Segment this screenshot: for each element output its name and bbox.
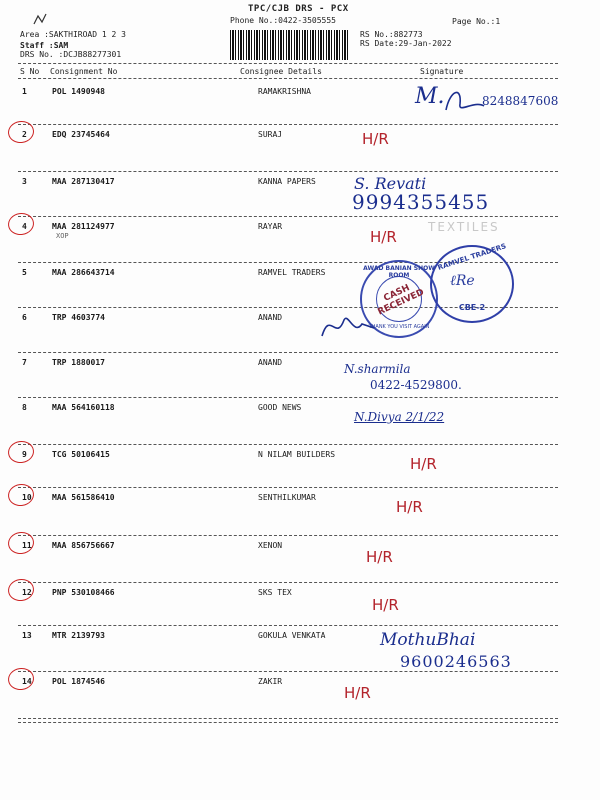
- table-row: [0, 450, 600, 496]
- barcode: [230, 30, 348, 60]
- row-sno: 9: [22, 450, 27, 459]
- row-consignment: MAA 281124977: [52, 222, 115, 231]
- row-consignment: PNP 530108466: [52, 588, 115, 597]
- row-sno: 8: [22, 403, 27, 412]
- stamp2-ring-text: RAMVEL TRADERS: [436, 242, 508, 272]
- stamp-ring-text: AWAD BANIAN SHOW ROOM: [363, 265, 435, 279]
- row-sno: 5: [22, 268, 27, 277]
- table-row: [0, 130, 600, 176]
- table-row: [0, 588, 600, 634]
- area-field: Area :SAKTHIROAD 1 2 3: [20, 30, 126, 39]
- phone-row-13: 9600246563: [400, 652, 512, 671]
- row-sno: 2: [22, 130, 27, 139]
- hr-mark-row-12: H/R: [372, 596, 399, 614]
- row-sno: 14: [22, 677, 32, 686]
- row-details: SKS TEX: [258, 588, 292, 597]
- signature-row-8: N.Divya 2/1/22: [354, 410, 445, 424]
- row-consignment: MAA 564160118: [52, 403, 115, 412]
- row-consignment: POL 1874546: [52, 677, 105, 686]
- row-sno: 13: [22, 631, 32, 640]
- signature-row-1: M.: [415, 84, 445, 109]
- row-divider: [18, 671, 558, 672]
- row-consignment: MTR 2139793: [52, 631, 105, 640]
- phone-number: Phone No.:0422-3505555: [230, 16, 336, 25]
- phone-row-7: 0422-4529800.: [370, 378, 462, 392]
- table-row: [0, 541, 600, 587]
- row-divider: [18, 535, 558, 536]
- row-details: SENTHILKUMAR: [258, 493, 316, 502]
- row-consignment: TRP 4603774: [52, 313, 105, 322]
- row-details: N NILAM BUILDERS: [258, 450, 336, 459]
- row-consignment: MAA 287130417: [52, 177, 115, 186]
- phone-row-1: 8248847608: [482, 94, 559, 108]
- column-header-sno: S No: [20, 67, 40, 76]
- row-consignment: TRP 1880017: [52, 358, 105, 367]
- row-details: SURAJ: [258, 130, 283, 139]
- row-divider: [18, 171, 558, 172]
- row-sno: 7: [22, 358, 27, 367]
- divider: [18, 78, 558, 79]
- row-sno: 4: [22, 222, 27, 231]
- rs-number: RS No.:882773: [360, 30, 423, 39]
- row-divider: [18, 352, 558, 353]
- row-consignment: POL 1490948: [52, 87, 105, 96]
- row-sno: 6: [22, 313, 27, 322]
- column-header-details: Consignee Details: [240, 67, 322, 76]
- stamp2-city-text: CBE-2: [458, 303, 486, 312]
- hr-mark-row-9: H/R: [410, 455, 437, 473]
- hr-mark-row-2: H/R: [362, 130, 389, 148]
- hr-mark-row-10: H/R: [396, 498, 423, 516]
- row-divider: [18, 397, 558, 398]
- row-details: KANNA PAPERS: [258, 177, 316, 186]
- page-number: Page No.:1: [452, 17, 501, 26]
- hr-mark-row-4: H/R: [370, 228, 397, 246]
- row-details: ANAND: [258, 313, 283, 322]
- name-row-7: N.sharmila: [344, 362, 411, 376]
- document-title: TPC/CJB DRS - PCX: [248, 4, 349, 14]
- row-divider: [18, 216, 558, 217]
- phone-row-3: 9994355455: [352, 190, 490, 214]
- row-divider: [18, 487, 558, 488]
- hr-mark-row-11: H/R: [366, 548, 393, 566]
- corner-tick-icon: [30, 10, 50, 30]
- row-details: ANAND: [258, 358, 283, 367]
- row-details: RAMVEL TRADERS: [258, 268, 326, 277]
- row-details: GOKULA VENKATA: [258, 631, 326, 640]
- row-sno: 10: [22, 493, 32, 502]
- column-header-consignment: Consignment No: [50, 67, 118, 76]
- stamp-center-text: CASH RECEIVED: [376, 283, 426, 318]
- row-details: ZAKIR: [258, 677, 283, 686]
- faint-stamp-impression: TEXTILES: [428, 220, 500, 234]
- name-row-13: MothuBhai: [380, 630, 476, 650]
- row-divider: [18, 625, 558, 626]
- table-row: [0, 493, 600, 539]
- row-details: GOOD NEWS: [258, 403, 302, 412]
- drs-number: DRS No. :DCJB88277301: [20, 50, 122, 59]
- row-sub: XOP: [56, 232, 69, 240]
- column-header-signature: Signature: [420, 67, 464, 76]
- table-row: [0, 677, 600, 723]
- divider: [18, 722, 558, 723]
- row-sno: 11: [22, 541, 32, 550]
- signature-scribble-row-6: [318, 306, 378, 346]
- row-consignment: EDQ 23745464: [52, 130, 110, 139]
- table-row: [0, 403, 600, 449]
- hr-mark-row-14: H/R: [344, 684, 371, 702]
- row-divider: [18, 582, 558, 583]
- row-divider: [18, 444, 558, 445]
- row-details: RAMAKRISHNA: [258, 87, 311, 96]
- row-details: RAYAR: [258, 222, 283, 231]
- row-consignment: MAA 561586410: [52, 493, 115, 502]
- row-sno: 12: [22, 588, 32, 597]
- rs-date: RS Date:29-Jan-2022: [360, 39, 452, 48]
- divider: [18, 63, 558, 64]
- row-consignment: MAA 856756667: [52, 541, 115, 550]
- divider: [18, 718, 558, 719]
- row-divider: [18, 124, 558, 125]
- stamp-ring-bottom-text: THANK YOU VISIT AGAIN: [368, 324, 430, 330]
- ramvel-traders-stamp: RAMVEL TRADERS ℓRe CBE-2: [430, 245, 514, 323]
- row-sno: 3: [22, 177, 27, 186]
- row-details: XENON: [258, 541, 283, 550]
- row-sno: 1: [22, 87, 27, 96]
- staff-field: Staff :SAM: [20, 41, 69, 50]
- row-consignment: TCG 50106415: [52, 450, 110, 459]
- row-consignment: MAA 286643714: [52, 268, 115, 277]
- name-row-3: S. Revati: [354, 174, 427, 193]
